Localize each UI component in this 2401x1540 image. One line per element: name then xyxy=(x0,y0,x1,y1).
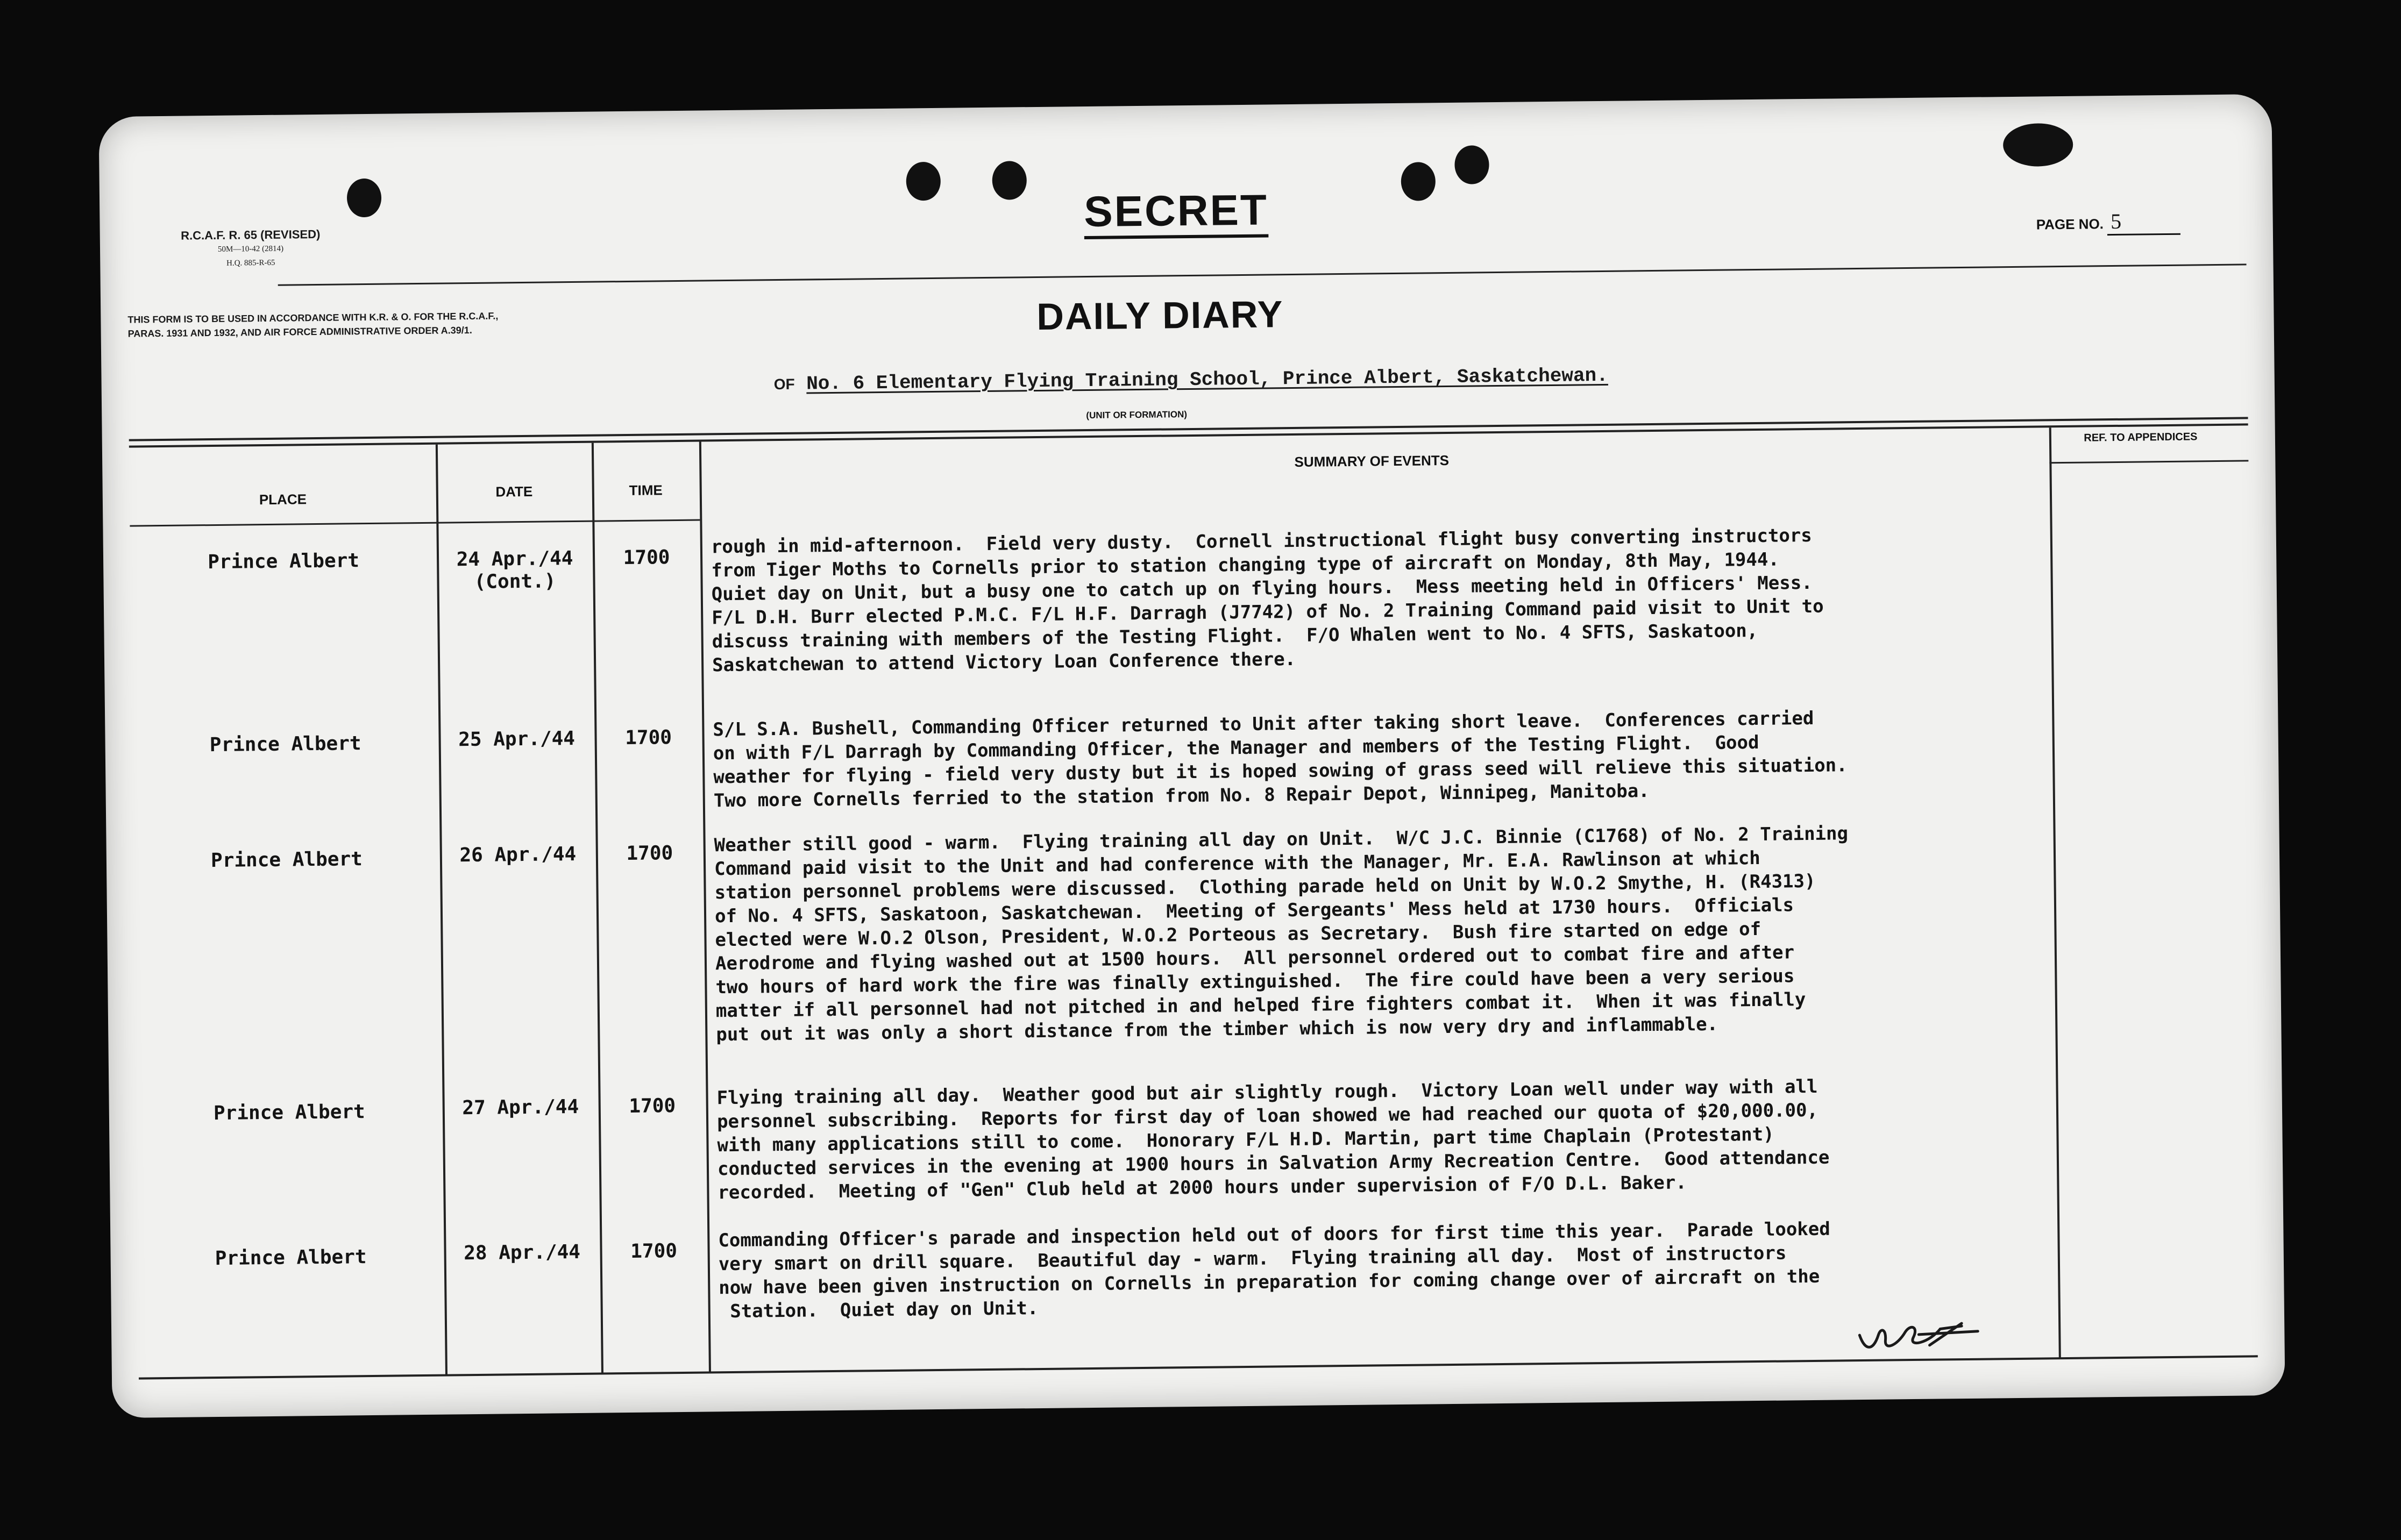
entry-time: 1700 xyxy=(629,1095,676,1117)
column-divider xyxy=(592,443,603,1373)
entry-time: 1700 xyxy=(626,842,673,865)
entry-place: Prince Albert xyxy=(213,1101,365,1125)
header-bottom-rule xyxy=(130,519,700,527)
header-bottom-rule xyxy=(2049,460,2248,464)
form-number: R.C.A.F. R. 65 (REVISED) xyxy=(181,227,321,243)
column-header-summary: SUMMARY OF EVENTS xyxy=(1294,452,1450,470)
unit-name: No. 6 Elementary Flying Training School, Prince Albert, Saskatchewan. xyxy=(806,364,1609,395)
entry-summary: Weather still good - warm. Flying training all day on Unit. W/C J.C. Binnie (C1768) of No. 2 Training Command paid visit to the Unit and had conference with the Manager, Mr. E.A. Rawlinson at which station personnel problems were discussed. Clothing parade held on Unit by W.O.2 Smythe, H. (R4313) of No. 4 SFTS, Saskatoon, Saskatchewan. Meeting of Sergeants' Mess held at 1730 hours. Officials elected were W.O.2 Olson, President, W.O.2 Porteous as Secretary. Bush fire started on edge of Aerodrome and flying washed out at 1500 hours. All personnel ordered out to combat fire and after two hours of hard work the fire was finally extinguished. The fire could have been a very serious matter if all personnel had not pitched in and helped fire fighters combat it. When it was finally put out it was only a short distance from the timber which is now very dry and inflammable. xyxy=(714,823,1849,1046)
punch-hole xyxy=(347,179,382,218)
entry-time: 1700 xyxy=(623,546,670,569)
page-number-label: PAGE NO. xyxy=(2036,216,2104,233)
entry-summary: Commanding Officer's parade and inspection held out of doors for first time this year. Parade looked very smart on drill square. Beautiful day - warm. Flying training all day. Most of instructors now have been given instruction on Cornells in preparation for coming change over of aircraft on the Station. Quiet day on Unit. xyxy=(718,1218,1830,1323)
punch-hole xyxy=(1454,145,1489,184)
column-header-ref: REF. TO APPENDICES xyxy=(2084,431,2198,444)
page-number-value: 5 xyxy=(2107,208,2181,236)
entry-place: Prince Albert xyxy=(210,848,363,872)
column-header-date: DATE xyxy=(495,483,533,500)
handwritten-initials xyxy=(1854,1313,1984,1363)
page-number-field xyxy=(2036,208,2180,237)
unit-line xyxy=(774,365,1609,395)
entry-date: 24 Apr./44 xyxy=(456,547,573,571)
usage-notice: THIS FORM IS TO BE USED IN ACCORDANCE WITH K.R. & O. FOR THE R.C.A.F., PARAS. 1931 AND 1932, AND AIR FORCE ADMINISTRATIVE ORDER A.39/1. xyxy=(127,310,499,339)
entry-summary: rough in mid-afternoon. Field very dusty. Cornell instructional flight busy converting instructors from Tiger Moths to Cornells prior to station changing type of aircraft on Monday, 8th May, 1944. Quiet day on Unit, but a busy one to catch up on flying hours. Mess meeting held in Officers' Mess. F/L D.H. Burr elected P.M.C. F/L H.F. Darragh (J7742) of No. 2 Training Command paid visit to Unit to discuss training with members of the Testing Flight. F/O Whalen went to No. 4 SFTS, Saskatoon, Saskatchewan to attend Victory Loan Conference there. xyxy=(711,524,1824,676)
print-line: H.Q. 885-R-65 xyxy=(226,258,275,268)
form-title: DAILY DIARY xyxy=(1036,293,1284,338)
entry-summary: S/L S.A. Bushell, Commanding Officer returned to Unit after taking short leave. Conferences carried on with F/L Darragh by Commanding Officer, the Manager and members of the Testing Flight. Good weather for flying - field very dusty but it is hoped sowing of grass seed will relieve this situation. Two more Cornells ferried to the station from No. 8 Repair Depot, Winnipeg, Manitoba. xyxy=(713,707,1848,812)
entry-time: 1700 xyxy=(625,726,672,750)
of-label: OF xyxy=(773,375,795,393)
entry-date: 27 Apr./44 xyxy=(462,1095,579,1120)
column-divider xyxy=(699,442,711,1372)
entry-date-note: (Cont.) xyxy=(474,570,556,593)
punch-hole xyxy=(992,161,1027,200)
punch-hole xyxy=(906,162,941,201)
punch-hole xyxy=(2003,123,2073,167)
form-identifier xyxy=(138,227,364,271)
header-rule xyxy=(278,263,2247,286)
column-divider xyxy=(2049,427,2061,1358)
diary-form-sheet xyxy=(98,94,2285,1418)
entry-date: 25 Apr./44 xyxy=(458,728,576,751)
column-header-place: PLACE xyxy=(259,491,307,508)
entry-date: 28 Apr./44 xyxy=(464,1240,581,1265)
entry-summary: Flying training all day. Weather good but air slightly rough. Victory Loan well under way with all personnel subscribing. Reports for first day of loan showed we had reached our quota of $20,000.00, with many applications still to come. Honorary F/L H.D. Martin, part time Chaplain (Protestant) conducted services in the evening at 1900 hours in Salvation Army Recreation Centre. Good attendance recorded. Meeting of "Gen" Club held at 2000 hours under supervision of F/O D.L. Baker. xyxy=(716,1075,1830,1204)
punch-hole xyxy=(1401,162,1436,201)
table-top-rule xyxy=(129,417,2248,441)
entry-place: Prince Albert xyxy=(215,1246,367,1270)
entry-time: 1700 xyxy=(630,1240,678,1263)
entry-place: Prince Albert xyxy=(209,732,361,757)
print-line: 50M—10-42 (2814) xyxy=(217,244,284,254)
entry-date: 26 Apr./44 xyxy=(459,843,577,867)
classification-heading: SECRET xyxy=(1083,186,1269,236)
column-header-time: TIME xyxy=(629,482,663,498)
unit-caption: (UNIT OR FORMATION) xyxy=(1086,409,1188,421)
entry-place: Prince Albert xyxy=(208,550,360,574)
